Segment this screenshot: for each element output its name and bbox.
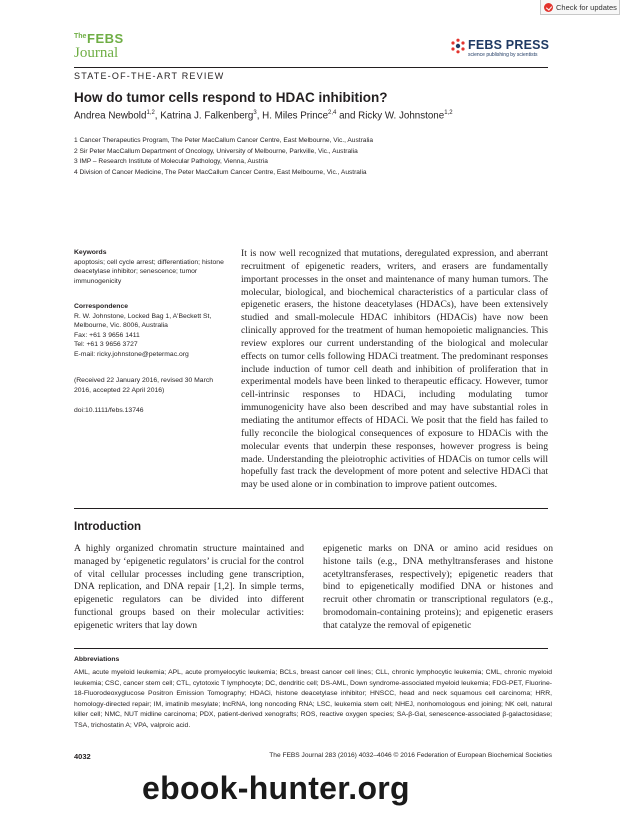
logo-journal: Journal [74,45,119,61]
author-name: H. Miles Prince [262,110,329,122]
watermark: ebook-hunter.org [142,770,410,806]
febs-press-tagline: science publishing by scientists [468,52,538,58]
febs-journal-logo [74,33,136,63]
author-name: Ricky W. Johnstone [358,110,445,122]
febs-press-logo [450,37,565,63]
author-separator: , [154,110,161,122]
author-separator: , [256,110,263,122]
affiliation: 4 Division of Cancer Medicine, The Peter MacCallum Cancer Centre, East Melbourne, Vic., Australia [74,169,367,176]
abbreviations-rule [74,648,548,649]
abbreviations-heading: Abbreviations [74,656,120,663]
correspondence-heading: Correspondence [74,303,129,310]
correspondence-tel: Tel: +61 3 9656 3727 [74,341,138,348]
check-for-updates-badge[interactable] [540,0,620,15]
journal-citation: The FEBS Journal 283 (2016) 4032–4046 © 2016 Federation of European Biochemical Societies [269,752,552,759]
abbreviations-text: AML, acute myeloid leukemia; APL, acute promyelocytic leukemia; BCLs, breast cancer cell lines; CLL, chronic lymphocytic leukemia; CML, chronic myeloid leukemia; CSC, cancer stem cell; CTL, cytotoxic T lymphocyte; DC, dendritic cell; DS-AML, Down syndrome-associated myeloid leukemia; FDG-PET, Fluorine-18-Fluorodeoxyglucose Positron Emission Tomography; HDACi, histone deacetylase inhibitor; HNSCC, head and neck squamous cell carcinoma; HRR, homology-directed repair; IM, imatinib mesylate; lncRNA, long noncoding RNA; LSC, leukemia stem cell; NHEJ, nonhomologous end joining; NK cell, natural killer cell; NMC, NUT midline carcinoma; PDX, patient-derived xenografts; ROS, reactive oxygen species; SA-β-Gal, senescence-associated β-galactosidase; TSA, trichostatin A; VPA, valproic acid. [74,669,552,729]
author-affiliation-marker: 1,2 [444,110,453,116]
author-name: Katrina J. Falkenberg [160,110,254,122]
abstract-text: It is now well recognized that mutations, deregulated expression, and aberrant recruitment of epigenetic readers, writers, and erasers are fundamentally important processes in the onset and maintenance of many human tumors. The molecular, biological, and biochemical characteristics of a particular class of epigenetic erasers, the histone deacetylases (HDACs), have been extensively studied and small-molecule HDAC inhibitors (HDACis) have now been clinically approved for the treatment of human hemopoietic malignancies. This review explores our current understanding of the biological and molecular effects on tumor cells following HDACi treatment. The predominant responses include induction of tumor cell death and inhibition of proliferation that in experimental models have been linked to therapeutic efficacy. However, tumor cell-intrinsic responses to HDACi, including modulating tumor immunogenicity have also been described and may have substantial roles in mediating the antitumor effects of HDACi. We posit that the field has failed to fully reconcile the biological consequences of exposure to HDACis with the molecular events that underpin these responses, however progress is being made. Understanding the pleiotrophic activities of HDACis on tumor cells will hopefully fast track the development of more potent and selective HDACi that may be used alone or in combination to improve patient outcomes. [241,248,548,491]
correspondence-fax: Fax: +61 3 9656 1411 [74,331,140,339]
header-rule [74,67,548,68]
correspondence-address: R. W. Johnstone, Locked Bag 1, A'Beckett St, Melbourne, Vic. 8006, Australia [74,312,212,329]
correspondence-block [74,302,224,359]
keywords-heading: Keywords [74,249,107,256]
affiliation: 2 Sir Peter MacCallum Department of Oncology, University of Melbourne, Parkville, Vic., Australia [74,148,358,155]
check-icon [544,3,553,12]
author-separator: and [336,110,359,122]
introduction-column-2: epigenetic marks on DNA or amino acid residues on histone tails (e.g., DNA methyltransferases and histone acetyltransferases, respectively); epigenetic readers that bind to epigenetically modified DNA or histones and recruit other chromatin or transcriptional regulators (e.g., bromodomain-containing proteins); and epigenetic erasers that catalyze the removal of epigenetic [323,543,553,631]
author-affiliation-marker: 1,2 [146,110,155,116]
introduction-column-1: A highly organized chromatin structure maintained and managed by ‘epigenetic regulators’ is crucial for the control of vital cellular processes including gene transcription, DNA replication, and DNA repair [1,2]. In simple terms, epigenetic regulators can be divided into different functional groups based on their molecular activities: epigenetic writers that lay down [74,543,304,631]
affiliation: 1 Cancer Therapeutics Program, The Peter MacCallum Cancer Centre, East Melbourne, Vic., Australia [74,137,374,144]
keywords-text: apoptosis; cell cycle arrest; differentiation; histone deacetylase inhibitor; senescence; tumor immunogenicity [74,258,224,285]
introduction-heading: Introduction [74,521,142,533]
abstract-rule [74,508,548,509]
febs-press-name: FEBS PRESS [468,38,550,52]
doi-link[interactable]: doi:10.1111/febs.13746 [74,407,144,414]
keywords-block [74,248,224,286]
logo-febs: FEBS [87,31,124,46]
author-name: Andrea Newbold [74,110,147,122]
check-for-updates-label: Check for updates [556,2,617,12]
febs-press-dots-icon [450,38,466,54]
affiliation: 3 IMP – Research Institute of Molecular Pathology, Vienna, Austria [74,158,268,165]
page-number: 4032 [74,752,91,761]
logo-the: The [74,33,87,40]
author-affiliation-marker: 3 [253,110,257,116]
author-list [74,110,453,121]
author-affiliation-marker: 2,4 [328,110,337,116]
article-type-label: STATE-OF-THE-ART REVIEW [74,71,225,81]
abstract [241,248,548,492]
received-dates: (Received 22 January 2016, revised 30 March 2016, accepted 22 April 2016) [74,377,214,394]
correspondence-email[interactable]: E-mail: ricky.johnstone@petermac.org [74,350,189,358]
article-title: How do tumor cells respond to HDAC inhibition? [74,90,388,105]
